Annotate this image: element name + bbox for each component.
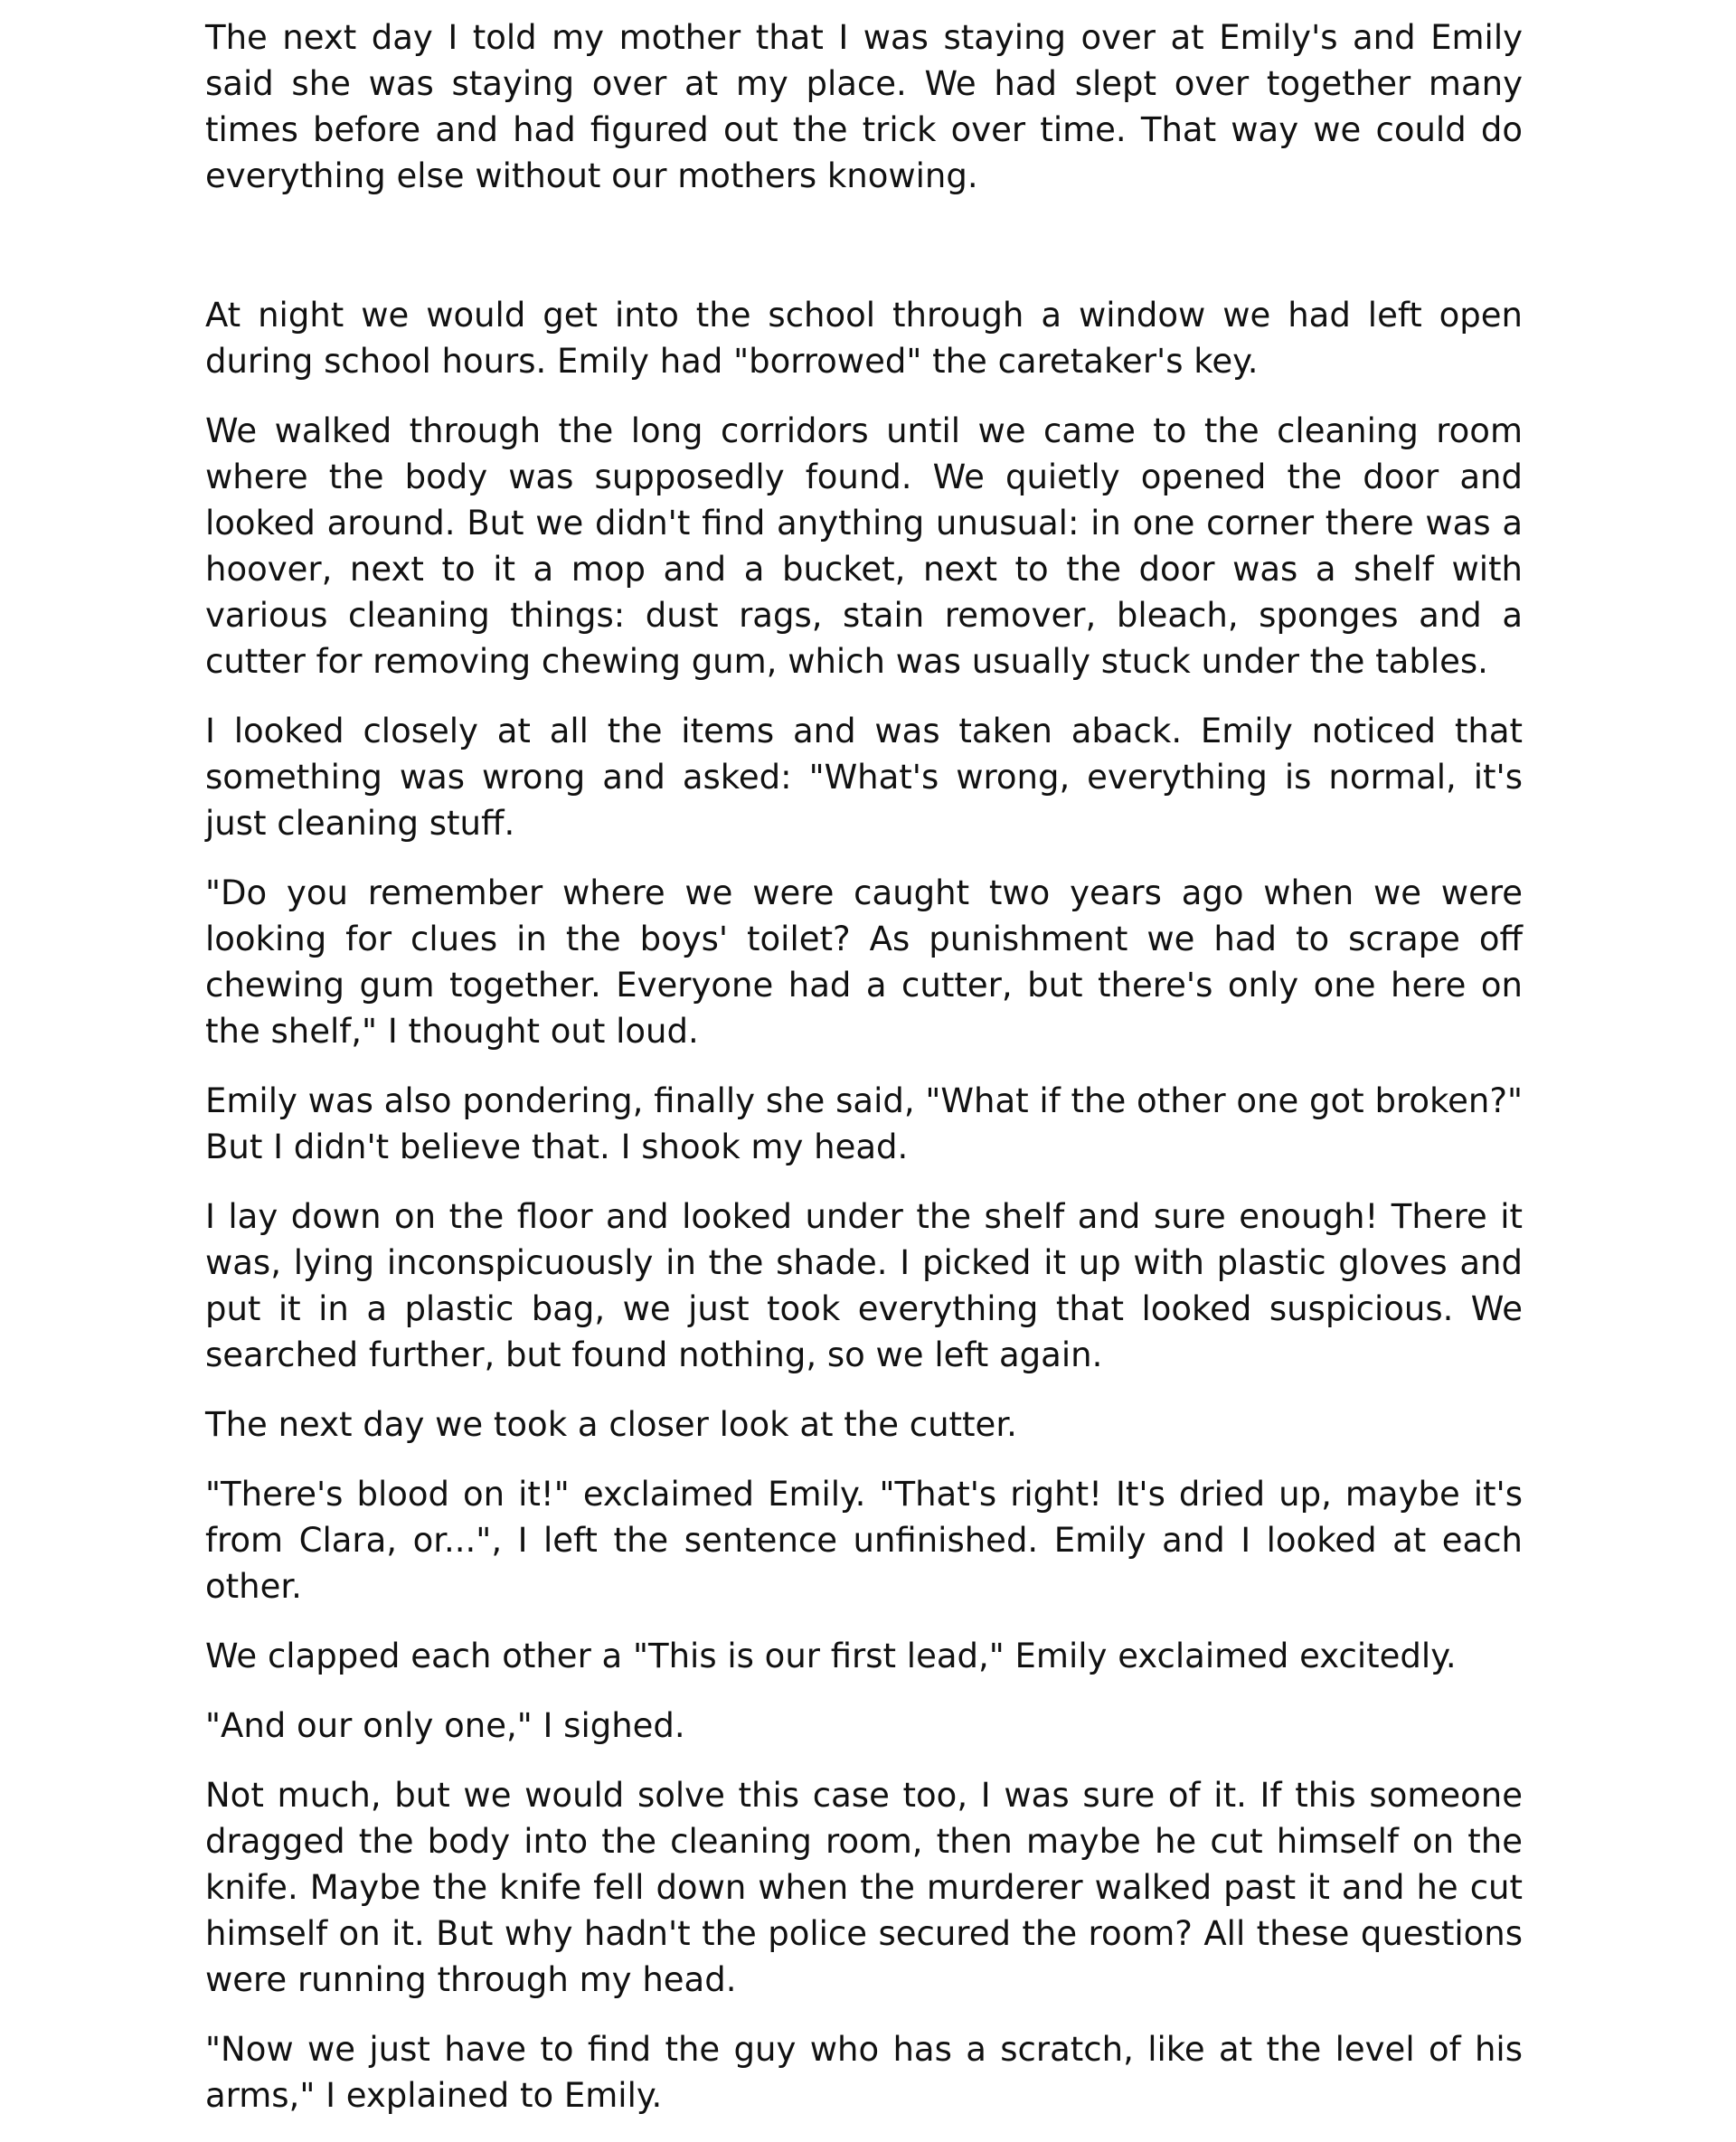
paragraph-2: At night we would get into the school through a window we had left open during school hours. Emily had "borrowed" the caretaker's key. (205, 296, 1523, 381)
paragraph-8: The next day we took a closer look at the cutter. (205, 1405, 1017, 1444)
paragraph-12: Not much, but we would solve this case too, I was sure of it. If this someone dragged the body into the cleaning room, then maybe he cut himself on the knife. Maybe the knife fell down when the murderer walked past it and he cut himself on it. But why hadn't the police secured the room? All these questions were running through my head. (205, 1776, 1523, 1999)
paragraph-7: I lay down on the floor and looked under the shelf and sure enough! There it was, lying inconspicuously in the shade. I picked it up with plastic gloves and put it in a plastic bag, we just took everything that looked suspicious. We searched further, but found nothing, so we left again. (205, 1197, 1523, 1374)
paragraph-4: I looked closely at all the items and was taken aback. Emily noticed that something was wrong and asked: "What's wrong, everything is normal, it's just cleaning stuff. (205, 712, 1523, 843)
paragraph-11: "And our only one," I sighed. (205, 1706, 685, 1745)
paragraph-10: We clapped each other a "This is our first lead," Emily exclaimed excitedly. (205, 1637, 1457, 1675)
paragraph-6: Emily was also pondering, finally she said, "What if the other one got broken?" But I didn't believe that. I shook my head. (205, 1081, 1523, 1166)
paragraph-13: "Now we just have to find the guy who has a scratch, like at the level of his arms," I explained to Emily. (205, 2030, 1523, 2115)
paragraph-1: The next day I told my mother that I was staying over at Emily's and Emily said she was staying over at my place. We had slept over together many times before and had figured out the trick over time. That way we could do everything else without our mothers knowing. (205, 18, 1523, 195)
paragraph-5: "Do you remember where we were caught two years ago when we were looking for clues in the boys' toilet? As punishment we had to scrape off chewing gum together. Everyone had a cutter, but there's only one here on the shelf," I thought out loud. (205, 873, 1523, 1051)
paragraph-9: "There's blood on it!" exclaimed Emily. "That's right! It's dried up, maybe it's from Clara, or...", I left the sentence unfinished. Emily and I looked at each other. (205, 1475, 1523, 1606)
document-page (205, 14, 1523, 2142)
paragraph-3: We walked through the long corridors until we came to the cleaning room where the body was supposedly found. We quietly opened the door and looked around. But we didn't find anything unusual: in one corner there was a hoover, next to it a mop and a bucket, next to the door was a shelf with various cleaning things: dust rags, stain remover, bleach, sponges and a cutter for removing chewing gum, which was usually stuck under the tables. (205, 411, 1523, 681)
